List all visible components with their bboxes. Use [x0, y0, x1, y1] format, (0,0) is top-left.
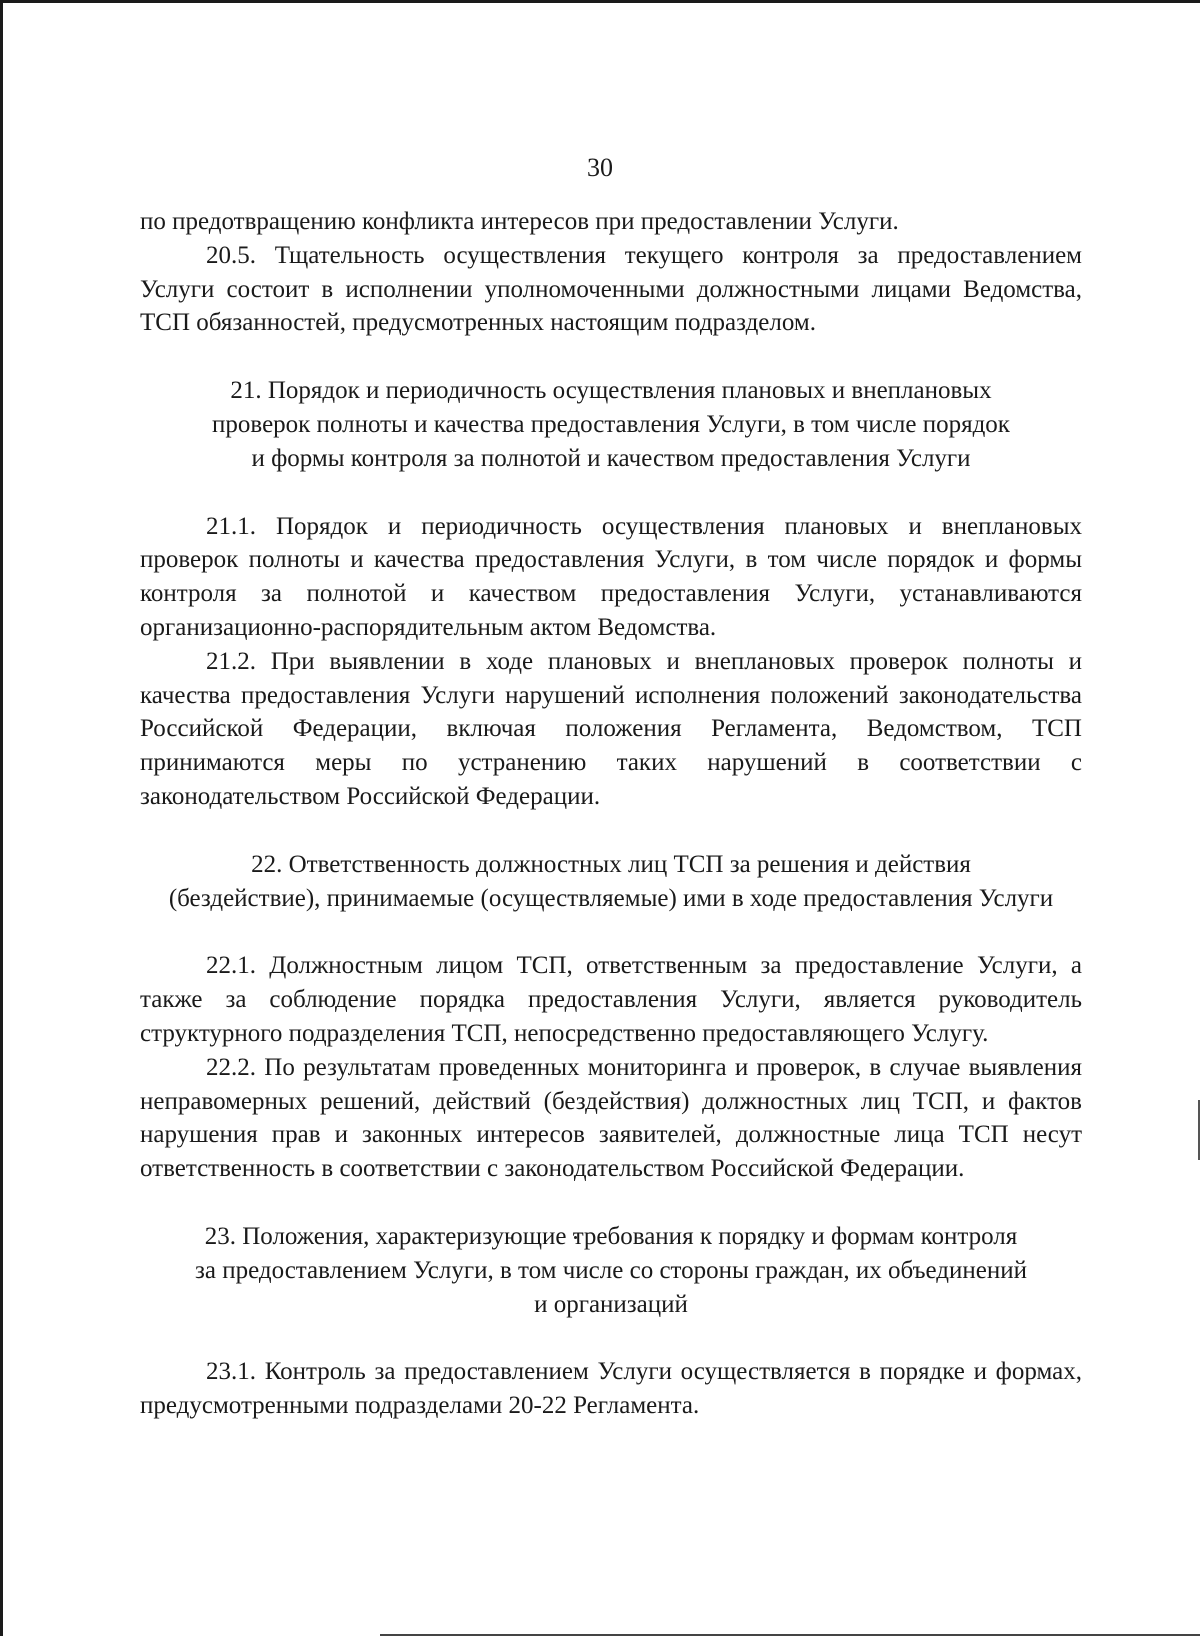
section-heading-22-line-1: 22. Ответственность должностных лиц ТСП за решения и действия — [251, 850, 971, 878]
paragraph-21-1: 21.1. Порядок и периодичность осуществления плановых и внеплановых проверок полноты и качества предоставления Услуги, в том числе порядок и формы контроля за полнотой и качеством предоставления Услуги, устанавливаются организационно-распорядительным актом Ведомства. — [140, 512, 1082, 641]
page-number: 30 — [587, 153, 613, 182]
paragraph-22-2: 22.2. По результатам проведенных мониторинга и проверок, в случае выявления неправомерных решений, действий (бездействия) должностных лиц ТСП, и фактов нарушения прав и законных интересов заявителей, должностные лица ТСП несут ответственность в соответствии с законодательством Российской Федерации. — [140, 1053, 1082, 1183]
section-heading-21-line-2: проверок полноты и качества предоставления Услуги, в том числе порядок — [212, 410, 1010, 438]
section-heading-21-line-3: и формы контроля за полнотой и качеством предоставления Услуги — [251, 444, 971, 472]
section-heading-22-line-2: (бездействие), принимаемые (осуществляемые) ими в ходе предоставления Услуги — [168, 884, 1054, 912]
section-heading-23 — [140, 1220, 1082, 1321]
section-heading-22 — [140, 848, 1082, 916]
section-heading-23-line-2: за предоставлением Услуги, в том числе со стороны граждан, их объединений — [194, 1256, 1028, 1284]
document-body — [140, 205, 1082, 1423]
section-heading-23-line-1: 23. Положения, характеризующие требования к порядку и формам контроля — [204, 1222, 1018, 1250]
section-heading-21 — [140, 374, 1082, 475]
paragraph-22-1: 22.1. Должностным лицом ТСП, ответственным за предоставление Услуги, а также за соблюдение порядка предоставления Услуги, является руководитель структурного подразделения ТСП, непосредственно предоставляющего Услугу. — [140, 952, 1082, 1047]
scan-edge-top — [0, 0, 1200, 3]
paragraph-21-2: 21.2. При выявлении в ходе плановых и внеплановых проверок полноты и качества предоставления Услуги нарушений исполнения положений законодательства Российской Федерации, включая положения Регламента, Ведомством, ТСП принимаются меры по устранению таких нарушений в соответствии с законодательством Российской Федерации. — [140, 647, 1082, 810]
scan-edge-left — [0, 0, 3, 1636]
section-heading-21-line-1: 21. Порядок и периодичность осуществления плановых и внеплановых — [230, 377, 992, 405]
paragraph-continuation: по предотвращению конфликта интересов при предоставлении Услуги. — [140, 208, 899, 235]
paragraph-20-5: 20.5. Тщательность осуществления текущего контроля за предоставлением Услуги состоит в исполнении уполномоченными должностными лицами Ведомства, ТСП обязанностей, предусмотренных настоящим подразделом. — [140, 241, 1082, 337]
paragraph-23-1: 23.1. Контроль за предоставлением Услуги осуществляется в порядке и формах, предусмотренными подразделами 20-22 Регламента. — [140, 1358, 1082, 1420]
section-heading-23-line-3: и организаций — [534, 1290, 688, 1318]
